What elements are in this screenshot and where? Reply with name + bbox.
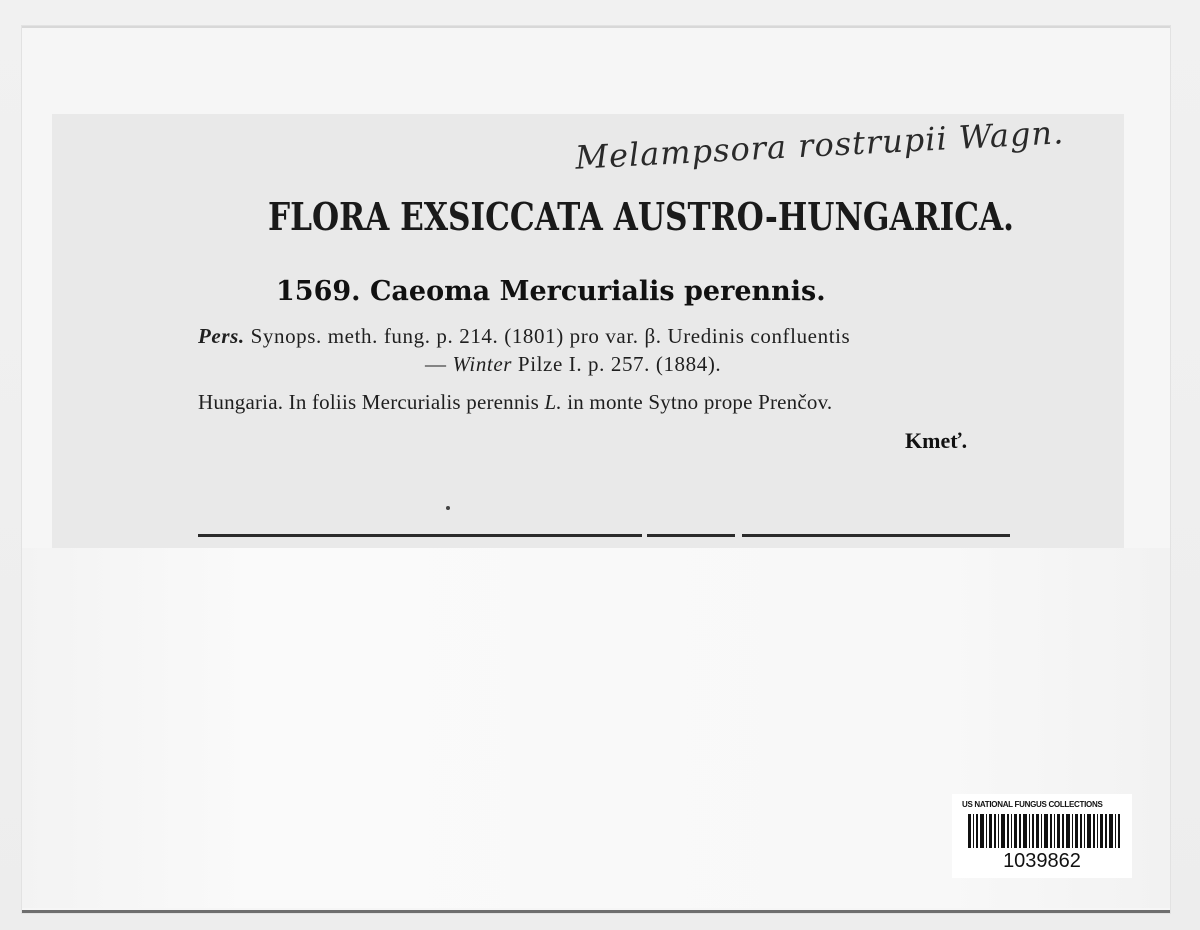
barcode-label [952, 794, 1132, 878]
barcode-icon [968, 814, 1120, 848]
reference-dash: — [425, 352, 453, 376]
locality-before: Hungaria. In foliis Mercurialis perennis [198, 390, 545, 414]
reference-author-1: Pers. [198, 324, 245, 348]
divider-rule-middle [647, 534, 735, 537]
reference-author-2: Winter [452, 352, 513, 376]
divider-rule-right [742, 534, 1010, 537]
species-heading: 1569. Caeoma Mercurialis perennis. [276, 276, 826, 307]
barcode-number: 1039862 [1003, 850, 1081, 872]
collector-name: Kmeť. [905, 428, 968, 453]
reference-line-2 [425, 352, 721, 377]
reference-text-1: Synops. meth. fung. p. 214. (1801) pro var. β. Uredinis confluentis [244, 324, 851, 348]
label-title: FLORA EXSICCATA AUSTRO-HUNGARICA. [268, 194, 1015, 239]
locality-after: in monte Sytno prope Prenčov. [561, 390, 833, 414]
ink-dot [446, 506, 450, 510]
divider-rule-left [198, 534, 642, 537]
barcode-caption: US NATIONAL FUNGUS COLLECTIONS [962, 800, 1103, 809]
handwritten-annotation: Melampsora rostrupii Wagn. [574, 113, 1066, 177]
reference-line-1 [198, 324, 850, 349]
reference-text-2: Pilze I. p. 257. (1884). [512, 352, 722, 376]
locality-author: L. [544, 390, 562, 414]
locality-line [198, 390, 832, 415]
